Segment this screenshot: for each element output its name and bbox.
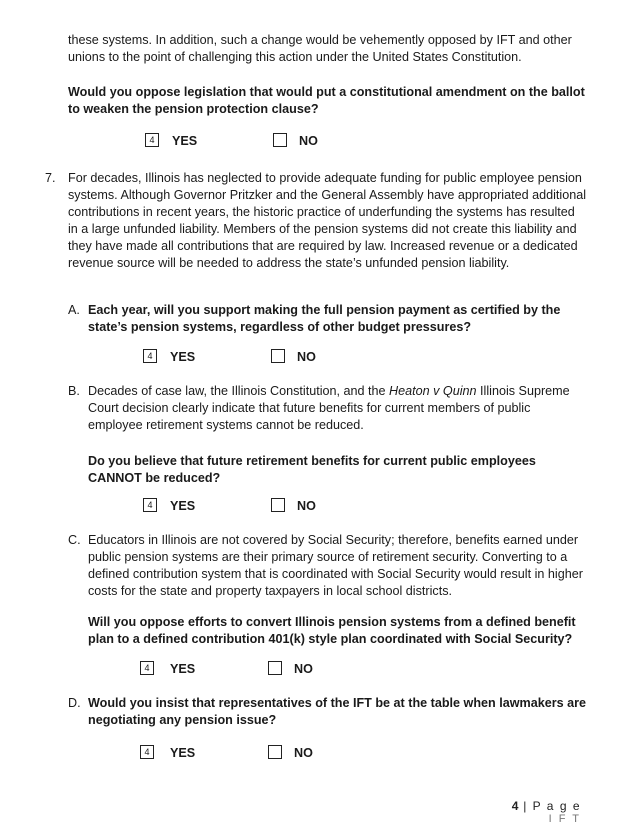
qc-letter: C. <box>68 533 81 547</box>
qa-answer-row <box>143 349 343 367</box>
qd-question: Would you insist that representatives of the IFT be at the table when lawmakers are negotiating any pension issue? <box>88 696 587 727</box>
qb-yes-label: YES <box>170 499 196 513</box>
qb-case-name: Heaton v Quinn <box>389 384 477 398</box>
qc-question: Will you oppose efforts to convert Illinois pension systems from a defined benefit plan to a defined contribution 401(k) style plan coordinated with Social Security? <box>88 615 576 646</box>
qa-no-checkbox[interactable] <box>271 349 285 363</box>
qc-no-label: NO <box>294 662 313 676</box>
page-label: | P a g e <box>523 799 581 813</box>
q6-yes-checkbox[interactable]: 4 <box>145 133 159 147</box>
intro-continuation: these systems. In addition, such a change would be vehemently opposed by IFT and other unions to the point of challenging this action under the United States Constitution. <box>68 33 572 64</box>
qd-letter: D. <box>68 696 81 710</box>
qc-yes-checkbox[interactable]: 4 <box>140 661 154 675</box>
qd-no-checkbox[interactable] <box>268 745 282 759</box>
qb-no-checkbox[interactable] <box>271 498 285 512</box>
page-number: 4 <box>511 799 519 813</box>
qc-yes-label: YES <box>170 662 196 676</box>
qc-no-checkbox[interactable] <box>268 661 282 675</box>
qc-answer-row <box>140 661 340 679</box>
qb-answer-row <box>143 498 343 516</box>
qa-question: Each year, will you support making the full pension payment as certified by the state’s pension systems, regardless of other budget pressures? <box>88 303 561 334</box>
qd-answer-row <box>140 745 340 763</box>
qb-no-label: NO <box>297 499 316 513</box>
q6-no-checkbox[interactable] <box>273 133 287 147</box>
qd-yes-label: YES <box>170 746 196 760</box>
qb-text <box>88 383 588 434</box>
q6-no-label: NO <box>299 134 318 148</box>
q7-number: 7. <box>45 171 56 185</box>
footer-org: I F T <box>548 813 581 825</box>
qc-text: Educators in Illinois are not covered by Social Security; therefore, benefits earned under public pension systems are their primary source of retirement security. Converting to a defined contribution system that is coordinated with Social Security would result in higher costs for the state and property taxpayers in local school districts. <box>88 533 583 598</box>
qa-yes-checkbox[interactable]: 4 <box>143 349 157 363</box>
qb-question: Do you believe that future retirement benefits for current public employees CANNOT be reduced? <box>88 454 536 485</box>
qa-no-label: NO <box>297 350 316 364</box>
qb-text-part-1: Decades of case law, the Illinois Constitution, and the <box>88 384 386 398</box>
qd-no-label: NO <box>294 746 313 760</box>
q7-text: For decades, Illinois has neglected to provide adequate funding for public employee pension systems. Although Governor Pritzker and the General Assembly have appropriated additional contributions in recent years, the historic practice of underfunding the systems has resulted in a large unfunded liability. Members of the pension systems did not create this liability and they have made all contributions that are required by law. Increased revenue or a dedicated revenue source will be needed to address the state’s unfunded pension liability. <box>68 171 587 270</box>
qa-yes-label: YES <box>170 350 196 364</box>
qd-yes-checkbox[interactable]: 4 <box>140 745 154 759</box>
qb-yes-checkbox[interactable]: 4 <box>143 498 157 512</box>
qa-letter: A. <box>68 303 80 317</box>
qb-text-part-2: Illinois Supreme Court decision clearly indicate that future benefits for current members of public employee retirement systems cannot be reduced. <box>88 384 570 432</box>
q6-answer-row <box>145 133 345 151</box>
q6-yes-label: YES <box>172 134 198 148</box>
page-footer <box>512 799 581 813</box>
q6-question: Would you oppose legislation that would put a constitutional amendment on the ballot to weaken the pension protection clause? <box>68 85 585 116</box>
qb-letter: B. <box>68 384 80 398</box>
